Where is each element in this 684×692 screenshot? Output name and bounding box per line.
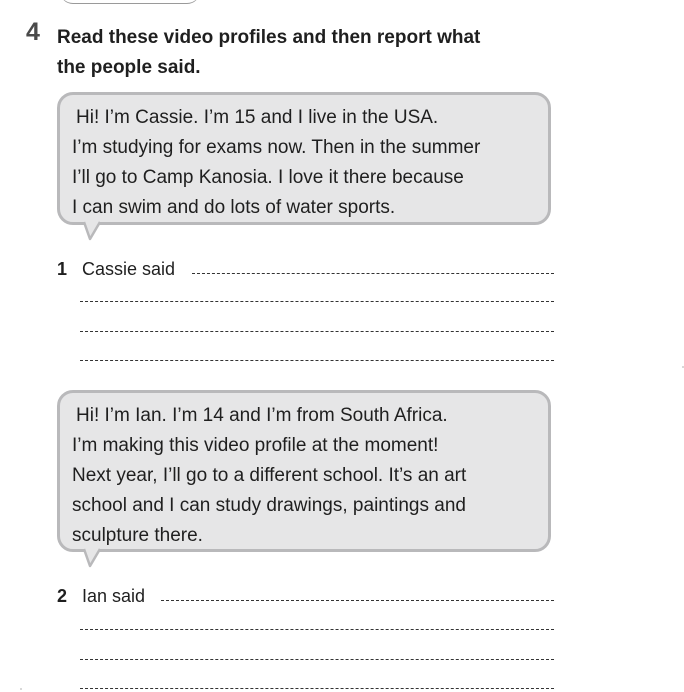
instruction-line: Read these video profiles and then report what: [57, 27, 481, 48]
answer-line[interactable]: [192, 273, 554, 274]
answer-line[interactable]: [161, 600, 554, 601]
answer-line[interactable]: [80, 331, 554, 332]
answer-line[interactable]: [80, 301, 554, 302]
bubble-line: Hi! I’m Cassie. I’m 15 and I live in the USA.: [76, 107, 439, 128]
answer-number: 1: [57, 259, 68, 279]
speech-bubble-tail: [82, 547, 106, 569]
answer-row-1: [57, 254, 181, 280]
previous-exercise-fragment: [60, 0, 200, 4]
answer-stem: Cassie said: [82, 259, 176, 279]
answer-stem: Ian said: [82, 586, 146, 606]
speech-bubble-ian: [57, 390, 551, 552]
exercise-number: 4: [26, 18, 40, 46]
exercise-instruction: [57, 23, 577, 83]
speech-bubble-tail: [82, 220, 106, 242]
bubble-line: I’m making this video profile at the moment!: [72, 435, 439, 456]
instruction-line: the people said.: [57, 57, 201, 78]
bubble-line: Hi! I’m Ian. I’m 14 and I’m from South Africa.: [76, 405, 448, 426]
answer-line[interactable]: [80, 659, 554, 660]
answer-line[interactable]: [80, 688, 554, 689]
bubble-line: Next year, I’ll go to a different school. It’s an art: [72, 465, 467, 486]
answer-line[interactable]: [80, 360, 554, 361]
bubble-line: school and I can study drawings, paintings and: [72, 495, 466, 516]
speech-bubble-cassie: [57, 92, 551, 225]
answer-number: 2: [57, 586, 68, 606]
bubble-line: I’m studying for exams now. Then in the summer: [72, 137, 481, 158]
answer-row-2: [57, 581, 151, 607]
bubble-line: I’ll go to Camp Kanosia. I love it there because: [72, 167, 464, 188]
answer-line[interactable]: [80, 629, 554, 630]
scan-speck: [20, 688, 22, 690]
bubble-line: sculpture there.: [72, 525, 203, 546]
bubble-line: I can swim and do lots of water sports.: [72, 197, 396, 218]
